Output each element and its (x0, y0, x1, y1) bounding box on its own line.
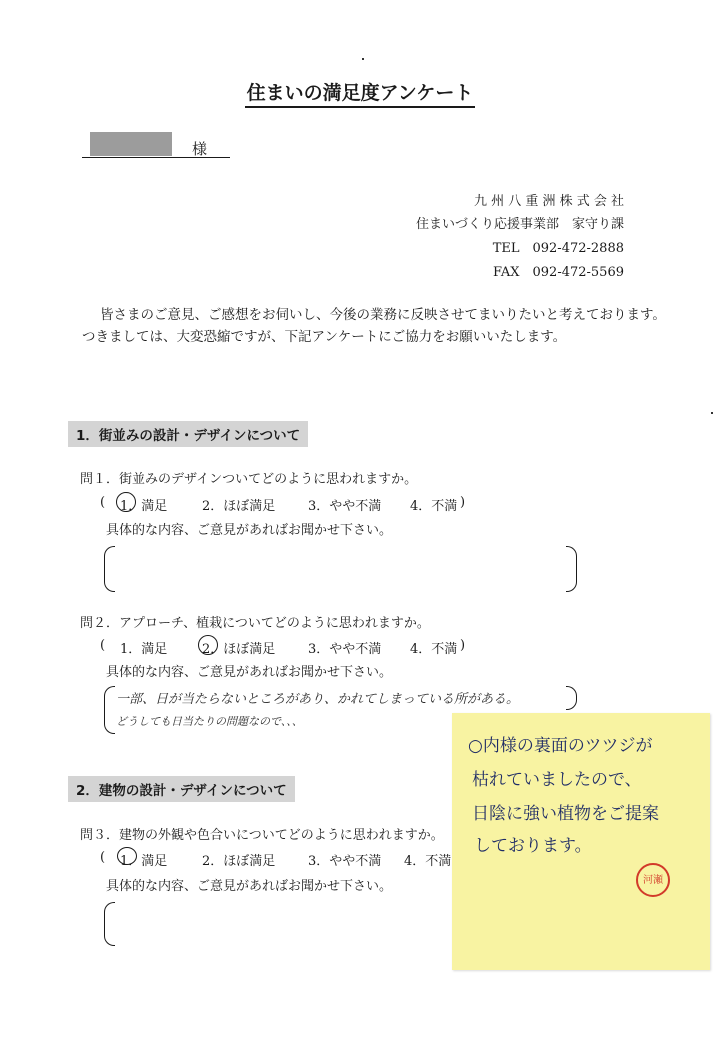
option-paren-open: ( (100, 850, 106, 865)
q1-comment-bracket-left (104, 546, 115, 592)
section-heading-1: 1．街並みの設計・デザインについて (68, 421, 308, 447)
q2-handwritten-comment-2: どうしても日当たりの問題なので、、、 (116, 715, 303, 728)
question-3: 問３．建物の外観や色合いについてどのように思われますか。 (80, 828, 444, 843)
option-paren-open: ( (100, 495, 106, 510)
q3-option-2[interactable]: 2．ほぼ満足 (202, 854, 276, 869)
question-1: 問１．街並みのデザインついてどのように思われますか。 (80, 472, 418, 487)
q3-option-4[interactable]: 4．不満 (404, 854, 452, 869)
page-title-text: 住まいの満足度アンケート (245, 82, 476, 108)
option-paren-open: ( (100, 638, 106, 653)
name-seal-stamp (636, 863, 670, 897)
company-dept: 住まいづくり応援事業部 家守り課 (415, 217, 624, 232)
q2-option-1[interactable]: 1．満足 (120, 642, 168, 657)
q2-comment-bracket-left (104, 686, 115, 734)
q2-option-2[interactable]: 2．ほぼ満足 (202, 642, 276, 657)
q1-option-4[interactable]: 4．不満 (410, 499, 458, 514)
section-heading-2: 2．建物の設計・デザインについて (68, 776, 295, 802)
intro-line-2: つきましては、大変恐縮ですが、下記アンケートにご協力をお願いいたします。 (82, 329, 567, 345)
q3-option-3[interactable]: 3．やや不満 (308, 854, 382, 869)
option-paren-close: ) (460, 495, 466, 510)
q2-comment-bracket-right (566, 686, 577, 710)
company-fax: FAX 092-472-5569 (492, 265, 624, 280)
q1-option-1[interactable]: 1．満足 (120, 499, 168, 514)
q1-option-2[interactable]: 2．ほぼ満足 (202, 499, 276, 514)
q2-option-4[interactable]: 4．不満 (410, 642, 458, 657)
intro-line-1: 皆さまのご意見、ご感想をお伺いし、今後の業務に反映させてまいりたいと考えております。 (100, 307, 666, 323)
q1-comment-prompt: 具体的な内容、ご意見があればお聞かせ下さい。 (106, 523, 393, 538)
q2-comment-prompt: 具体的な内容、ご意見があればお聞かせ下さい。 (106, 665, 393, 680)
company-name: 九 州 八 重 洲 株 式 会 社 (473, 194, 624, 209)
q3-option-1[interactable]: 1．満足 (120, 854, 168, 869)
q2-option-3[interactable]: 3．やや不満 (308, 642, 382, 657)
sticky-note-line-2: 枯れていましたので、 (472, 770, 642, 790)
sticky-note-line-3: 日陰に強い植物をご提案 (472, 804, 659, 824)
seal-text: 河瀬 (643, 875, 663, 886)
recipient-suffix: 様 (192, 140, 208, 158)
q1-comment-bracket-right (566, 546, 577, 592)
q3-comment-prompt: 具体的な内容、ご意見があればお聞かせ下さい。 (106, 879, 393, 894)
q1-option-3[interactable]: 3．やや不満 (308, 499, 382, 514)
sticky-note (452, 713, 710, 970)
redacted-recipient-name (90, 132, 172, 156)
page-title (0, 78, 720, 105)
q3-comment-bracket-left (104, 902, 115, 946)
sticky-note-line-1: ○内様の裏面のツツジが (468, 736, 653, 756)
question-2: 問２．アプローチ、植栽についてどのように思われますか。 (80, 616, 430, 631)
q2-handwritten-comment-1: 一部、日が当たらないところがあり、かれてしまっている所がある。 (116, 692, 520, 707)
sticky-note-line-4: しております。 (474, 836, 592, 856)
company-tel: TEL 092-472-2888 (492, 241, 624, 256)
option-paren-close: ) (460, 638, 466, 653)
scan-speck (711, 412, 713, 414)
recipient-underline (82, 157, 230, 158)
scan-speck (362, 58, 364, 60)
